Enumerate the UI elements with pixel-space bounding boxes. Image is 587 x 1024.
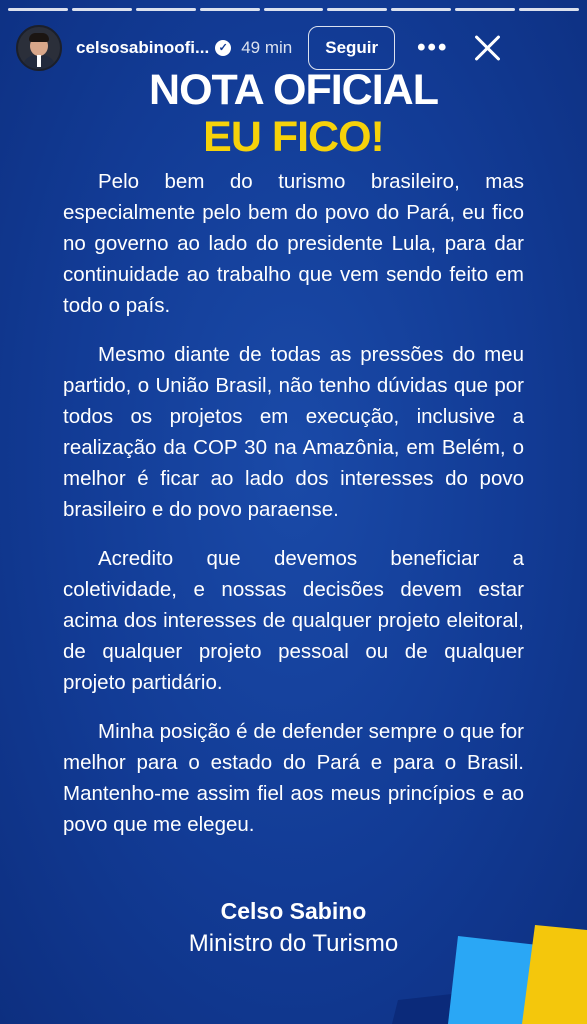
timestamp: 49 min [241, 38, 293, 57]
progress-segment [391, 8, 451, 11]
close-icon[interactable] [470, 31, 504, 65]
username[interactable]: celsosabinoofi... [76, 38, 210, 57]
dark-blue-shape [392, 992, 480, 1024]
verified-badge-icon: ✓ [215, 40, 231, 56]
avatar[interactable] [16, 25, 62, 71]
paragraph: Pelo bem do turismo brasileiro, mas especialmente pelo bem do povo do Pará, eu fico no governo ao lado do presidente Lula, para dar continuidade ao trabalho que vem sendo feito em todo o país. [63, 170, 524, 317]
progress-segment [8, 8, 68, 11]
progress-segment [136, 8, 196, 11]
signature-name: Celso Sabino [220, 898, 367, 924]
progress-segment [264, 8, 324, 11]
follow-button[interactable]: Seguir [308, 26, 395, 70]
paragraph: Minha posição é de defender sempre o que for melhor para o estado do Pará e para o Brasil. Mantenho-me assim fiel aos meus princípios e ao povo que me elegeu. [63, 720, 524, 836]
more-options-icon[interactable]: ••• [417, 34, 449, 61]
story-progress-bar [8, 8, 579, 11]
progress-segment [519, 8, 579, 11]
post-title: NOTA OFICIAL [149, 66, 438, 114]
signature-role: Ministro do Turismo [188, 930, 399, 957]
paragraph: Mesmo diante de todas as pressões do meu partido, o União Brasil, não tenho dúvidas que por todos os projetos em execução, inclusive a realização da COP 30 na Amazônia, em Belém, o melhor é ficar ao lado dos interesses do povo brasileiro e do povo paraense. [63, 343, 524, 521]
progress-segment [455, 8, 515, 11]
post-body [63, 166, 524, 858]
post-subtitle: EU FICO! [203, 113, 384, 161]
progress-segment [327, 8, 387, 11]
progress-segment [200, 8, 260, 11]
progress-segment [72, 8, 132, 11]
paragraph: Acredito que devemos beneficiar a coletividade, e nossas decisões devem estar acima dos interesses de qualquer projeto eleitoral, de qualquer projeto pessoal ou de qualquer projeto partidário. [63, 547, 524, 694]
